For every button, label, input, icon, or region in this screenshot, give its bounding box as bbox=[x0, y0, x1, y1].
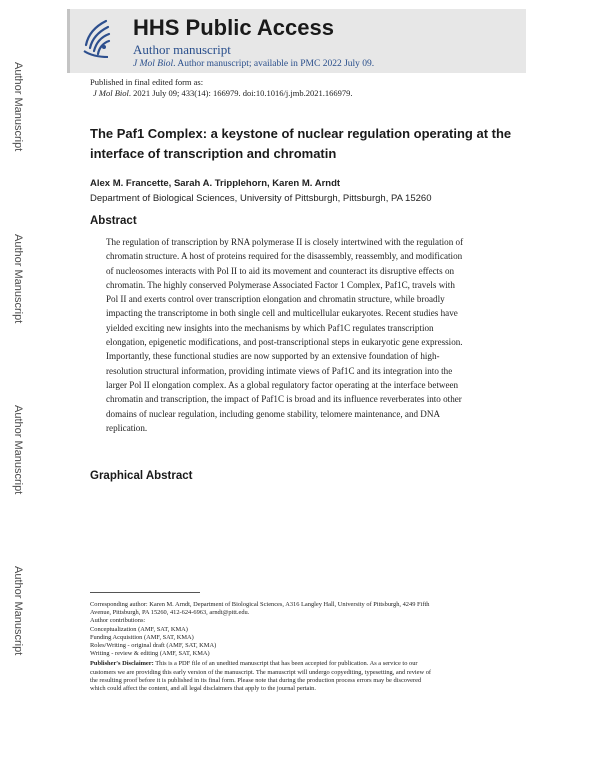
disclaimer-line: This is a PDF file of an unedited manuscript that has been accepted for publication. As a service to our bbox=[153, 660, 418, 668]
abstract-line: yielded exciting new insights into the mechanisms by which Paf1C regulates transcription bbox=[106, 322, 434, 333]
abstract-line: Importantly, these functional studies are now supported by an extensive foundation of high- bbox=[106, 351, 440, 362]
disclaimer-line: the resulting proof before it is published in its final form. Please note that during the production process errors may be discovered bbox=[90, 676, 422, 684]
footnote-line: Corresponding author: Karen M. Arndt, Department of Biological Sciences, A316 Langley Hall, University of Pittsburgh, 4249 Fifth bbox=[90, 601, 430, 608]
footnote-line: Funding Acquisition (AMF, SAT, KMA) bbox=[90, 633, 194, 641]
affiliation: Department of Biological Sciences, University of Pittsburgh, Pittsburgh, PA 15260 bbox=[90, 193, 432, 204]
disclaimer-line: customers we are providing this early version of the manuscript. The manuscript will undergo copyediting, typesetting, and review of bbox=[90, 668, 432, 676]
abstract-line: elongation, epigenetic modifications, and post-transcriptional steps in eukaryotic gene expression. bbox=[106, 337, 463, 348]
abstract-line: chromatin. The highly conserved Polymerase Associated Factor 1 Complex, Paf1C, travels with bbox=[106, 279, 455, 290]
graphical-abstract-heading: Graphical Abstract bbox=[90, 470, 193, 482]
hhs-header bbox=[67, 9, 526, 73]
publisher-disclaimer bbox=[90, 660, 530, 693]
abstract-line: domains of nuclear regulation, including genome stability, telomere maintenance, and DNA bbox=[106, 408, 441, 419]
published-label: Published in final edited form as: bbox=[90, 77, 204, 87]
abstract-line: The regulation of transcription by RNA polymerase II is closely intertwined with the regulation of bbox=[106, 237, 464, 247]
hhs-eagle-logo-icon bbox=[80, 17, 112, 61]
author-manuscript-subtitle: Author manuscript bbox=[133, 42, 231, 57]
hhs-public-access-title: HHS Public Access bbox=[133, 15, 334, 40]
footnote-line: Avenue, Pittsburgh, PA 15260, 412-624-6963, arndt@pitt.edu. bbox=[90, 609, 250, 617]
citation-journal: J Mol Biol bbox=[93, 88, 129, 98]
disclaimer-label: Publisher's Disclaimer: bbox=[90, 660, 154, 668]
abstract-line: larger Pol II elongation complex. As a global regulatory factor operating at the interface between bbox=[106, 379, 459, 390]
author-list: Alex M. Francette, Sarah A. Tripplehorn, Karen M. Arndt bbox=[90, 178, 341, 189]
footnote-divider bbox=[90, 592, 200, 593]
citation bbox=[90, 88, 353, 99]
journal-abbrev: J Mol Biol bbox=[133, 59, 174, 69]
side-label-author-manuscript: Author Manuscript bbox=[12, 234, 24, 324]
side-label-author-manuscript: Author Manuscript bbox=[12, 405, 24, 495]
paper-title: The Paf1 Complex: a keystone of nuclear regulation operating at the interface of transcription and chromatin bbox=[90, 126, 512, 161]
abstract-line: impacting the transcriptome in both single cell and multicellular eukaryotes. Recent studies have bbox=[106, 308, 458, 319]
citation-details: . 2021 July 09; 433(14): 166979. doi:10.1016/j.jmb.2021.166979. bbox=[128, 88, 353, 98]
journal-availability-line bbox=[133, 59, 374, 69]
publication-info bbox=[90, 77, 353, 99]
journal-availability-text: . Author manuscript; available in PMC 2022 July 09. bbox=[173, 59, 375, 69]
footnote-line: Author contributions: bbox=[90, 617, 146, 625]
disclaimer-line: which could affect the content, and all legal disclaimers that apply to the journal pertain. bbox=[90, 685, 316, 693]
footnote-line: Conceptualization (AMF, SAT, KMA) bbox=[90, 625, 188, 633]
abstract-line: Pol II and exerts control over transcription elongation and chromatin structure, while broadly bbox=[106, 294, 445, 305]
abstract-line: replication. bbox=[106, 422, 148, 433]
side-label-author-manuscript: Author Manuscript bbox=[12, 566, 24, 656]
abstract-line: chromatin and transcription, the impact of Paf1C is broad and its influence reverberates into other bbox=[106, 394, 462, 405]
abstract-line: resolution structural information, providing intimate views of Paf1C and its integration into the bbox=[106, 365, 453, 376]
abstract-line: of nucleosomes interacts with Pol II to aid its movement and counteract its disruptive effects on bbox=[106, 265, 455, 276]
footnote-line: Roles/Writing - original draft (AMF, SAT, KMA) bbox=[90, 642, 217, 650]
abstract-heading: Abstract bbox=[90, 215, 137, 227]
footnotes bbox=[90, 601, 530, 693]
abstract-line: chromatin structure. A host of proteins required for the disassembly, reassembly, and modification bbox=[106, 251, 463, 262]
abstract-body bbox=[106, 235, 522, 435]
side-label-author-manuscript: Author Manuscript bbox=[12, 62, 24, 152]
footnote-line: Writing - review & editing (AMF, SAT, KMA) bbox=[90, 650, 210, 658]
